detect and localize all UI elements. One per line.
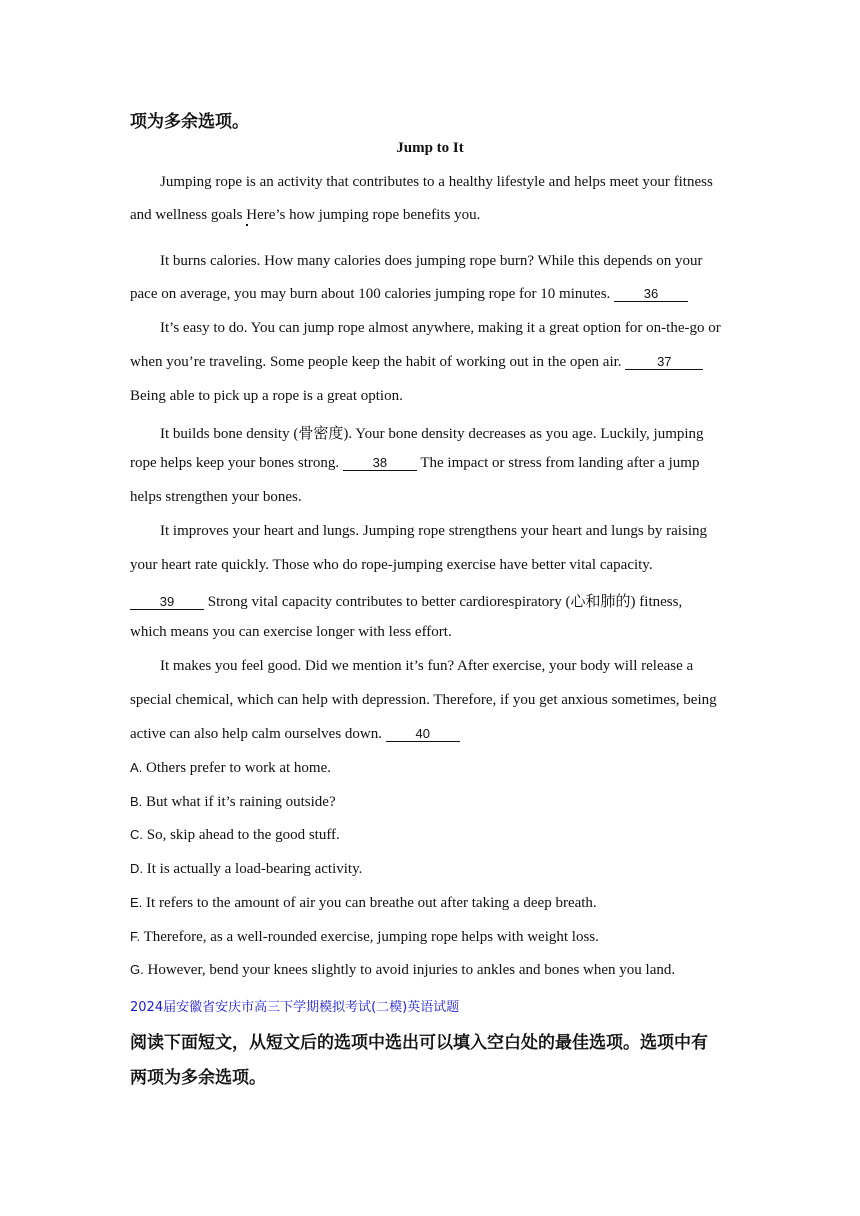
option-g bbox=[130, 962, 675, 979]
para5-line4: which means you can exercise longer with less effort. bbox=[130, 624, 452, 640]
option-text: It is actually a load-bearing activity. bbox=[146, 861, 363, 877]
para1-line2: and wellness goals Here’s how jumping rope benefits you. bbox=[130, 207, 481, 223]
punctuation-dot bbox=[246, 224, 248, 226]
para4-text-a: rope helps keep your bones strong. bbox=[130, 455, 340, 471]
para2-line2 bbox=[130, 286, 688, 303]
para3-line1: It’s easy to do. You can jump rope almost anywhere, making it a great option for on-the-go or bbox=[160, 320, 721, 336]
option-letter: B. bbox=[130, 794, 143, 809]
para2-text: pace on average, you may burn about 100 calories jumping rope for 10 minutes. bbox=[130, 286, 611, 302]
option-text: It refers to the amount of air you can breathe out after taking a deep breath. bbox=[146, 895, 597, 911]
para2-line1: It burns calories. How many calories does jumping rope burn? While this depends on your bbox=[160, 253, 703, 269]
option-b bbox=[130, 794, 336, 811]
para4-line1: It builds bone density (骨密度). Your bone density decreases as you age. Luckily, jumping bbox=[160, 426, 704, 442]
option-text: Therefore, as a well-rounded exercise, jumping rope helps with weight loss. bbox=[143, 929, 599, 945]
option-text: Others prefer to work at home. bbox=[146, 760, 331, 776]
para6-line1: It makes you feel good. Did we mention it’s fun? After exercise, your body will release a bbox=[160, 658, 694, 674]
para4-line2 bbox=[130, 455, 699, 472]
para1-line1: Jumping rope is an activity that contributes to a healthy lifestyle and helps meet your fitness bbox=[160, 174, 713, 190]
para6-text: active can also help calm ourselves down. bbox=[130, 726, 382, 742]
blank-38: 38 bbox=[343, 456, 417, 471]
option-letter: D. bbox=[130, 861, 143, 876]
option-d bbox=[130, 861, 362, 878]
blank-40: 40 bbox=[386, 727, 460, 742]
para5-text: Strong vital capacity contributes to better cardiorespiratory (心和肺的) fitness, bbox=[207, 594, 683, 610]
para6-line3 bbox=[130, 726, 460, 743]
option-text: However, bend your knees slightly to avoid injuries to ankles and bones when you land. bbox=[147, 962, 676, 978]
option-letter: C. bbox=[130, 827, 143, 842]
para3-line3: Being able to pick up a rope is a great option. bbox=[130, 388, 403, 404]
option-text: But what if it’s raining outside? bbox=[146, 794, 336, 810]
para3-text: when you’re traveling. Some people keep the habit of working out in the open air. bbox=[130, 354, 622, 370]
blank-36: 36 bbox=[614, 287, 688, 302]
para6-line2: special chemical, which can help with depression. Therefore, if you get anxious sometimes, being bbox=[130, 692, 717, 708]
option-letter: F. bbox=[130, 929, 141, 944]
para5-line1: It improves your heart and lungs. Jumping rope strengthens your heart and lungs by raising bbox=[160, 523, 707, 539]
option-f bbox=[130, 929, 599, 946]
option-c bbox=[130, 827, 340, 844]
passage-title: Jump to It bbox=[396, 140, 464, 156]
blank-37: 37 bbox=[625, 355, 703, 370]
option-letter: E. bbox=[130, 895, 143, 910]
para5-line3 bbox=[130, 590, 682, 611]
section-heading: 项为多余选项。 bbox=[130, 112, 249, 132]
blank-39: 39 bbox=[130, 595, 204, 610]
para3-line2 bbox=[130, 354, 703, 371]
instruction-line2: 两项为多余选项。 bbox=[130, 1068, 266, 1088]
option-letter: A. bbox=[130, 760, 143, 775]
option-e bbox=[130, 895, 597, 912]
option-a bbox=[130, 760, 331, 777]
instruction-line1: 阅读下面短文，从短文后的选项中选出可以填入空白处的最佳选项。选项中有 bbox=[130, 1033, 708, 1053]
para4-text-b: The impact or stress from landing after a jump bbox=[420, 455, 700, 471]
para4-line3: helps strengthen your bones. bbox=[130, 489, 302, 505]
para5-line2: your heart rate quickly. Those who do rope-jumping exercise have better vital capacity. bbox=[130, 557, 653, 573]
source-title: 2024届安徽省安庆市高三下学期模拟考试(二模)英语试题 bbox=[130, 1000, 460, 1015]
option-text: So, skip ahead to the good stuff. bbox=[146, 827, 340, 843]
option-letter: G. bbox=[130, 962, 144, 977]
